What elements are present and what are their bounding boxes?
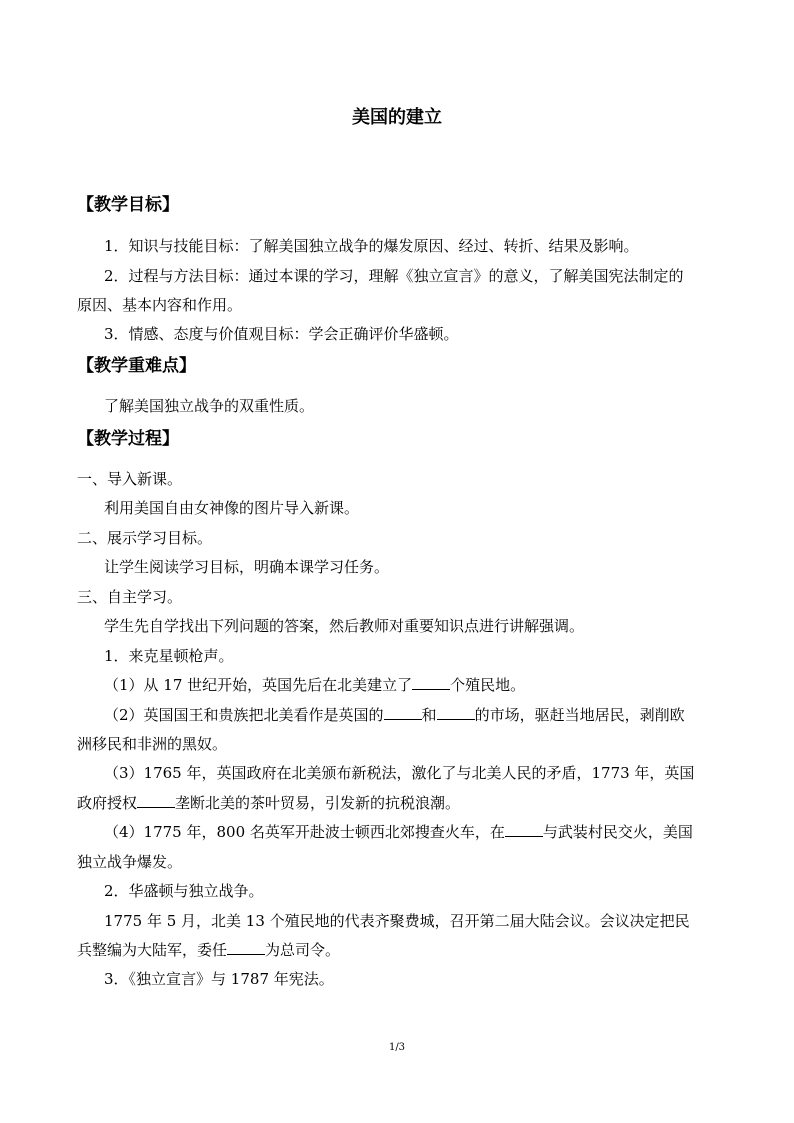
- question-2-title: 2．华盛顿与独立战争。: [104, 882, 264, 900]
- question-1-3-part-a: 政府授权: [77, 794, 138, 812]
- heading-difficulty: 【教学重难点】: [77, 356, 196, 376]
- heading-process: 【教学过程】: [77, 429, 179, 449]
- fill-blank: [437, 705, 475, 720]
- question-1-1: [104, 674, 525, 696]
- goal-2-line-2: 原因、基本内容和作用。: [77, 296, 243, 314]
- goal-1: 1．知识与技能目标：了解美国独立战争的爆发原因、经过、转折、结果及影响。: [104, 237, 639, 255]
- fill-blank: [384, 705, 422, 720]
- section-1-title: 一、导入新课。: [77, 470, 183, 488]
- fill-blank: [137, 793, 175, 808]
- question-1-2-part-c: 的市场，驱赶当地居民，剥削欧: [474, 706, 685, 724]
- section-1-text: 利用美国自由女神像的图片导入新课。: [104, 499, 360, 517]
- heading-goals: 【教学目标】: [77, 195, 179, 215]
- question-1-4-part-a: （4）1775 年，800 名英军开赴波士顿西北郊搜查火车，在: [104, 823, 505, 841]
- question-1-2: [104, 704, 685, 726]
- question-1-2-part-a: （2）英国国王和贵族把北美看作是英国的: [104, 706, 384, 724]
- question-2-line-1: 1775 年 5 月，北美 13 个殖民地的代表齐聚费城，召开第二届大陆会议。会议决定把民: [104, 912, 690, 930]
- question-1-3-part-b: 垄断北美的茶叶贸易，引发新的抗税浪潮。: [175, 794, 461, 812]
- difficulty-text: 了解美国独立战争的双重性质。: [104, 397, 315, 415]
- question-1-3-line-1: （3）1765 年，英国政府在北美颁布新税法，激化了与北美人民的矛盾，1773 年，英国: [104, 764, 695, 782]
- page-number: 1/3: [388, 1042, 406, 1053]
- question-1-1-part-a: （1）从 17 世纪开始，英国先后在北美建立了: [104, 676, 413, 694]
- section-3-title: 三、自主学习。: [77, 588, 183, 606]
- question-2-part-b: 为总司令。: [265, 941, 341, 959]
- fill-blank: [505, 822, 543, 837]
- question-1-3-line-2: [77, 792, 460, 814]
- question-2-part-a: 兵整编为大陆军，委任: [77, 941, 228, 959]
- question-1-title: 1．来克星顿枪声。: [104, 647, 234, 665]
- question-3-title: 3．《独立宣言》与 1787 年宪法。: [104, 970, 334, 988]
- question-1-2-part-b: 和: [421, 706, 437, 724]
- fill-blank: [412, 675, 450, 690]
- question-1-4-line-2: 独立战争爆发。: [77, 853, 183, 871]
- question-2-line-2: [77, 939, 340, 961]
- section-2-text: 让学生阅读学习目标，明确本课学习任务。: [104, 558, 390, 576]
- question-1-1-part-b: 个殖民地。: [450, 676, 526, 694]
- question-1-4-line-1: [104, 821, 693, 843]
- section-3-text: 学生先自学找出下列问题的答案，然后教师对重要知识点进行讲解强调。: [104, 617, 585, 635]
- page-title: 美国的建立: [352, 107, 442, 128]
- section-2-title: 二、展示学习目标。: [77, 529, 213, 547]
- question-1-2-line-2: 洲移民和非洲的黑奴。: [77, 735, 228, 753]
- goal-3: 3．情感、态度与价值观目标：学会正确评价华盛顿。: [104, 325, 459, 343]
- goal-2-line-1: 2．过程与方法目标：通过本课的学习，理解《独立宣言》的意义，了解美国宪法制定的: [104, 267, 684, 285]
- fill-blank: [227, 940, 265, 955]
- question-1-4-part-b: 与武装村民交火，美国: [542, 823, 693, 841]
